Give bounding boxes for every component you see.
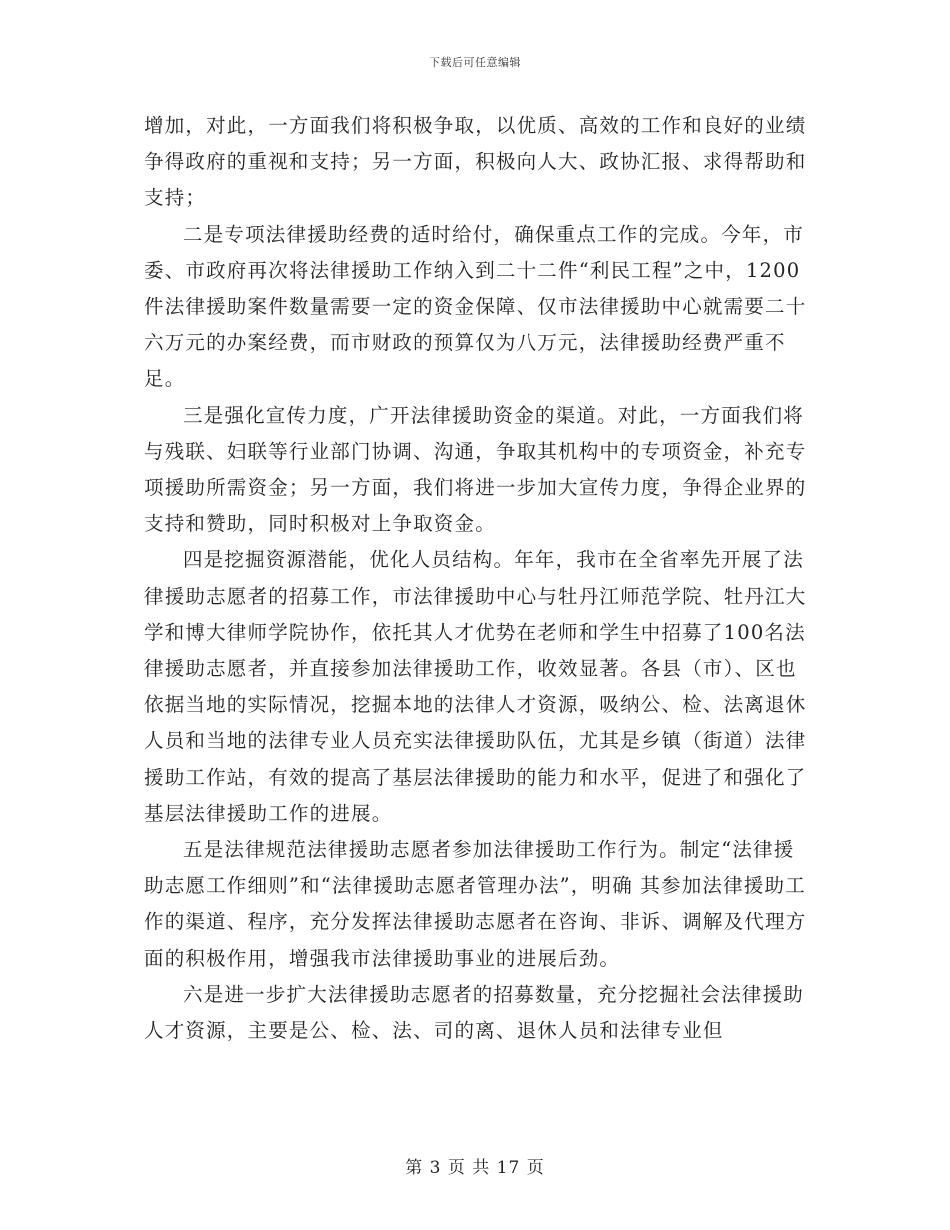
paragraph-third-point: 三是强化宣传力度，广开法律援助资金的渠道。对此，一方面我们将与残联、妇联等行业部门协调、沟通，争取其机构中的专项资金，补充专项援助所需资金；另一方面，我们将进一步加大宣传力度，争得企业界的支持和赞助，同时积极对上争取资金。 — [144, 403, 807, 536]
footer-suffix: 页 — [526, 1158, 545, 1178]
paragraph-fifth-point: 五是法律规范法律援助志愿者参加法律援助工作行为。制定“法律援助志愿工作细则”和“法律援助志愿者管理办法”，明确 其参加法律援助工作的渠道、程序，充分发挥法律援助志愿者在咨询、非诉、调解及代理方面的积极作用，增强我市法律援助事业的进展后劲。 — [144, 838, 807, 970]
document-body — [144, 108, 809, 1049]
page-number-footer — [0, 1153, 950, 1178]
current-page-number: 3 — [429, 1158, 442, 1178]
header-note: 下载后可任意编辑 — [429, 56, 521, 69]
paragraph-continuation: 增加，对此，一方面我们将积极争取，以优质、高效的工作和良好的业绩争得政府的重视和支持；另一方面，积极向人大、政协汇报、求得帮助和支持； — [144, 114, 807, 210]
total-pages-number: 17 — [496, 1158, 521, 1178]
paragraph-sixth-point: 六是进一步扩大法律援助志愿者的招募数量，充分挖掘社会法律援助人才资源，主要是公、检、法、司的离、退休人员和法律专业但 — [144, 982, 805, 1043]
footer-mid: 页 共 — [447, 1158, 491, 1178]
paragraph-second-point: 二是专项法律援助经费的适时给付，确保重点工作的完成。今年，市委、市政府再次将法律援助工作纳入到二十二件“利民工程”之中，1200件法律援助案件数量需要一定的资金保障、仅市法律援助中心就需要二十六万元的办案经费，而市财政的预算仅为八万元，法律援助经费严重不足。 — [144, 222, 807, 391]
footer-prefix: 第 — [405, 1158, 424, 1178]
paragraph-fourth-point: 四是挖掘资源潜能，优化人员结构。年年，我市在全省率先开展了法律援助志愿者的招募工作，市法律援助中心与牡丹江师范学院、牡丹江大学和博大律师学院协作，依托其人才优势在老师和学生中招募了100名法律援助志愿者，并直接参加法律援助工作，收效显著。各县（市）、区也依据当地的实际情况，挖掘本地的法律人才资源，吸纳公、检、法离退休人员和当地的法律专业人员充实法律援助队伍，尤其是乡镇（街道）法律援助工作站，有效的提高了基层法律援助的能力和水平，促进了和强化了基层法律援助工作的进展。 — [144, 548, 807, 825]
